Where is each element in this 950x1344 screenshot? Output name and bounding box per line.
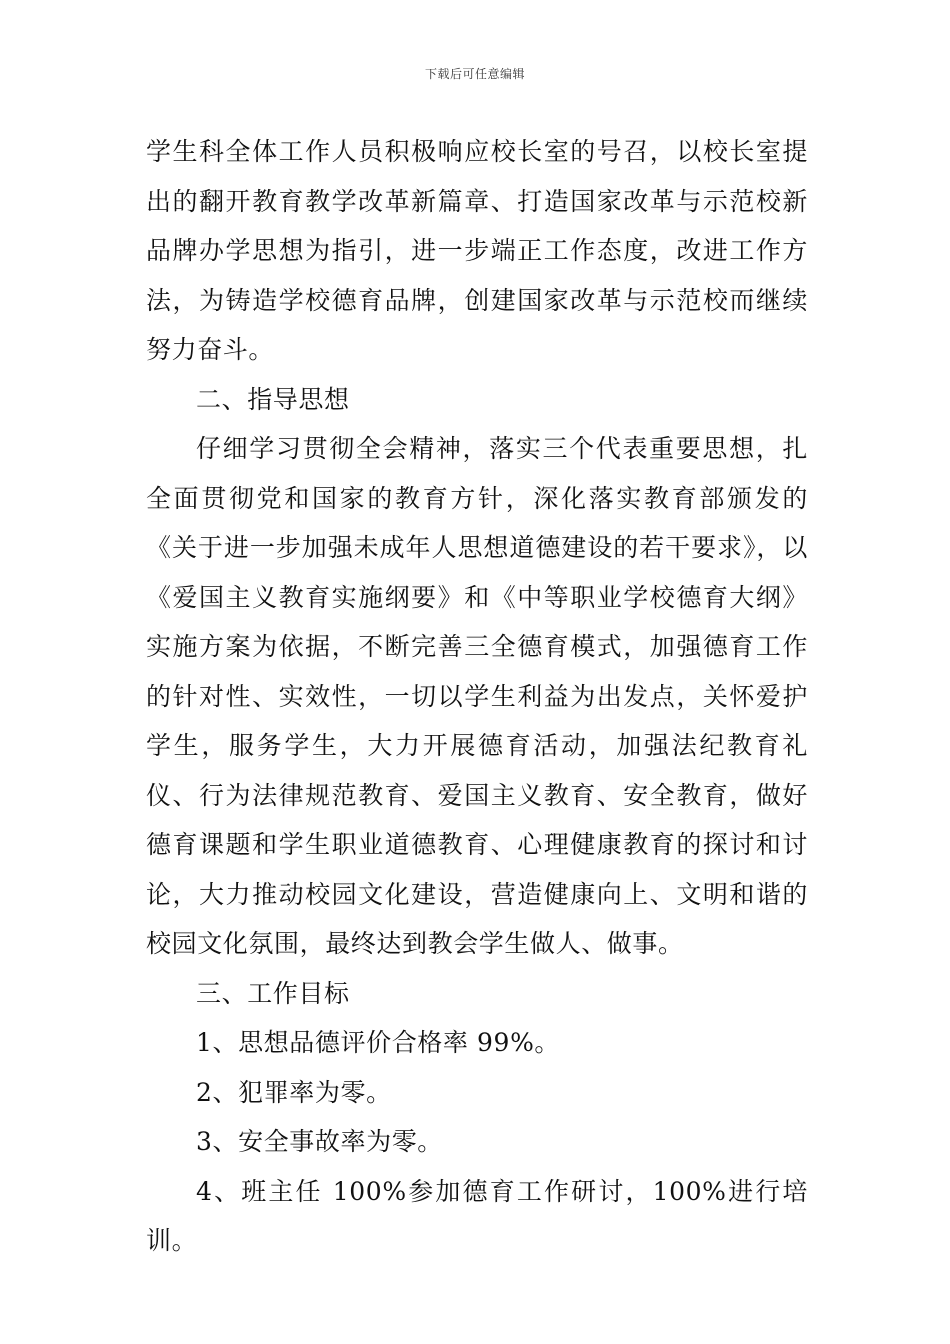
goal-item-1: 1、思想品德评价合格率 99%。 bbox=[196, 1028, 561, 1057]
intro-paragraph: 学生科全体工作人员积极响应校长室的号召，以校长室提出的翻开教育教学改革新篇章、打造国家改革与示范校新品牌办学思想为指引，进一步端正工作态度，改进工作方法，为铸造学校德育品牌，创建国家改革与示范校而继续努力奋斗。 bbox=[146, 137, 808, 364]
goal-item-4: 4、班主任 100%参加德育工作研讨，100%进行培训。 bbox=[146, 1176, 808, 1255]
section-heading-guiding-ideology: 二、指导思想 bbox=[196, 384, 350, 414]
guiding-ideology-paragraph: 仔细学习贯彻全会精神，落实三个代表重要思想，扎全面贯彻党和国家的教育方针，深化落实教育部颁发的《关于进一步加强未成年人思想道德建设的若干要求》，以《爱国主义教育实施纲要》和《中等职业学校德育大纲》实施方案为依据，不断完善三全德育模式，加强德育工作的针对性、实效性，一切以学生利益为出发点，关怀爱护学生，服务学生，大力开展德育活动，加强法纪教育礼仪、行为法律规范教育、爱国主义教育、安全教育，做好德育课题和学生职业道德教育、心理健康教育的探讨和讨论，大力推动校园文化建设，营造健康向上、文明和谐的校园文化氛围，最终达到教会学生做人、做事。 bbox=[146, 434, 808, 958]
goal-item-3: 3、安全事故率为零。 bbox=[196, 1127, 443, 1156]
section-heading-work-goals: 三、工作目标 bbox=[196, 978, 350, 1008]
document-body bbox=[146, 127, 808, 1266]
goal-item-2: 2、犯罪率为零。 bbox=[196, 1077, 392, 1107]
page-header: 下载后可任意编辑 bbox=[424, 67, 525, 81]
